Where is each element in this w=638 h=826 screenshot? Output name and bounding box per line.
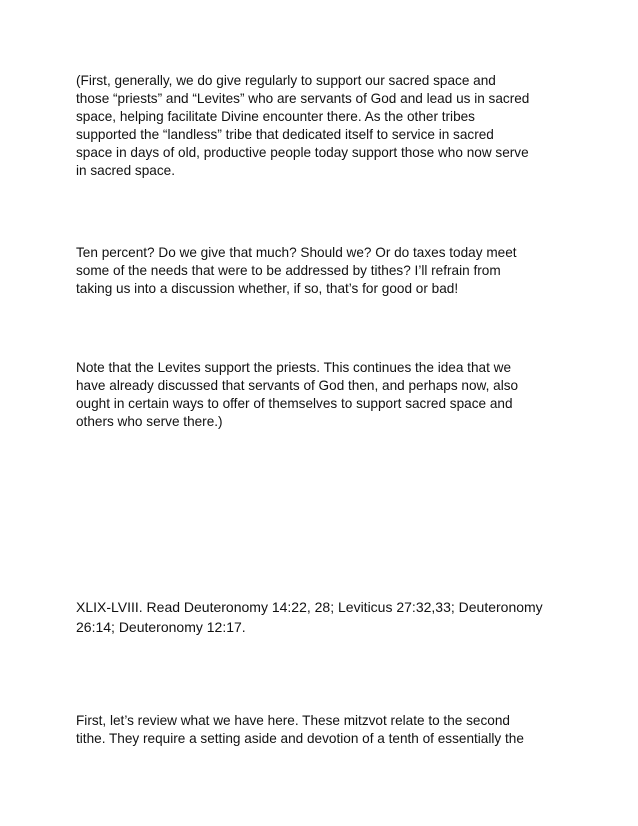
text-line: some of the needs that were to be addressed by tithes? I’ll refrain from [76, 263, 501, 278]
text-line: supported the “landless” tribe that dedicated itself to service in sacred [76, 127, 494, 142]
section-heading-reading [76, 597, 576, 637]
paragraph-sacred-space-support [76, 72, 576, 180]
paragraph-ten-percent [76, 244, 576, 298]
text-line: 26:14; Deuteronomy 12:17. [76, 619, 246, 635]
text-line: have already discussed that servants of God then, and perhaps now, also [76, 378, 519, 393]
text-line: First, let’s review what we have here. These mitzvot relate to the second [76, 713, 510, 728]
text-line: XLIX-LVIII. Read Deuteronomy 14:22, 28; Leviticus 27:32,33; Deuteronomy [76, 599, 543, 615]
paragraph-levites-support [76, 359, 576, 431]
text-line: ought in certain ways to offer of themselves to support sacred space and [76, 396, 513, 411]
text-line: Note that the Levites support the priests. This continues the idea that we [76, 360, 512, 375]
text-line: space in days of old, productive people today support those who now serve [76, 145, 529, 160]
text-line: (First, generally, we do give regularly to support our sacred space and [76, 73, 496, 88]
text-line: those “priests” and “Levites” who are servants of God and lead us in sacred [76, 91, 530, 106]
text-line: in sacred space. [76, 163, 175, 178]
text-line: tithe. They require a setting aside and devotion of a tenth of essentially the [76, 731, 524, 746]
text-line: taking us into a discussion whether, if so, that’s for good or bad! [76, 281, 459, 296]
paragraph-second-tithe [76, 712, 576, 748]
text-line: space, helping facilitate Divine encounter there. As the other tribes [76, 109, 475, 124]
text-line: Ten percent? Do we give that much? Should we? Or do taxes today meet [76, 245, 517, 260]
text-line: others who serve there.) [76, 414, 223, 429]
